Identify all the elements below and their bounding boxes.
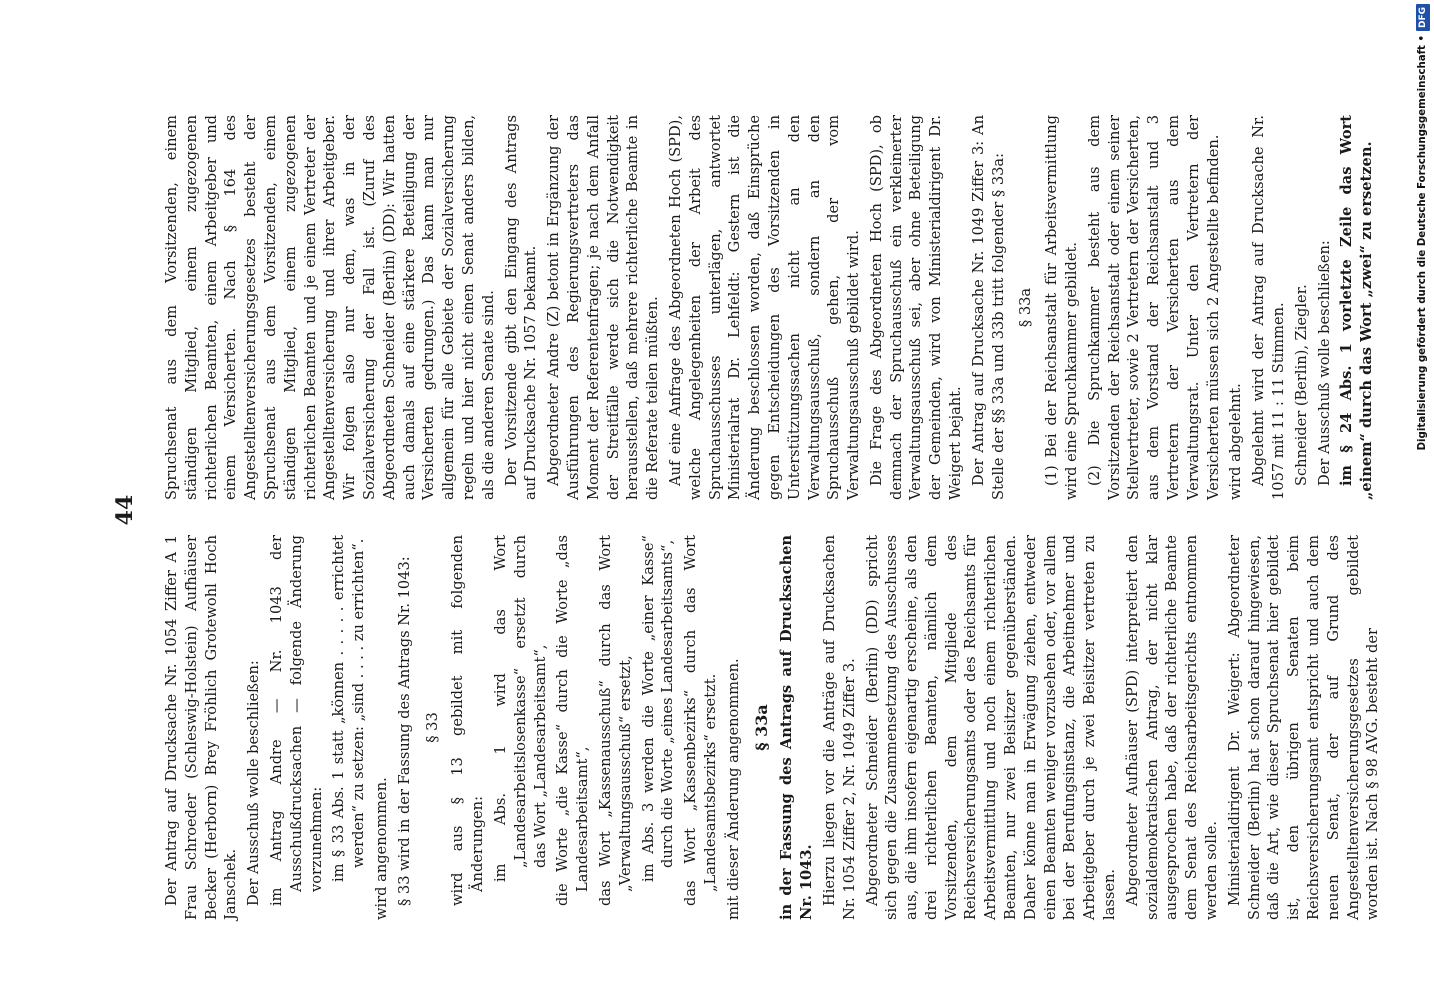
paragraph: wird abgelehnt. (1227, 383, 1245, 500)
paragraph: (2) Die Spruchkammer besteht aus dem Vorsitzenden der Reichsanstalt oder einem seiner Stellvertreter, sowie 2 Vertretern der Versicherten, aus dem Vorstand der Reichsanstalt und 3 Vertretern der Versicherten aus dem Verwaltungsrat. Unter den Vertretern der Versicherten müssen sich 2 Angestellte befinden. (1085, 115, 1222, 500)
paragraph: Abgeordneter Aufhäuser (SPD) interpretiert den sozialdemokratischen Antrag, der nicht klar ausgesprochen habe, daß der richterliche Beamte dem Senat des Reichsarbeitsgerichts entnommen werden solle. (1123, 535, 1221, 920)
paragraph: mit dieser Änderung angenommen. (724, 658, 742, 920)
right-text-column (162, 115, 1380, 500)
paragraph: § 33 wird in der Fassung des Antrags Nr. 1043: (395, 556, 413, 906)
paragraph: in der Fassung des Antrags auf Drucksachen Nr. 1043. (778, 535, 816, 920)
page-number: 44 (112, 494, 138, 526)
paragraph: im § 33 Abs. 1 statt „können . . . . . errichtet werden“ zu setzen: „sind . . . . zu errichten“. (330, 535, 368, 882)
paragraph: Abgeordneter Schneider (Berlin) (DD) spricht sich gegen die Zusammensetzung des Ausschusses aus, die ihm insofern eigenartig erscheine, als den drei richterlichen Beamten, nämlich dem Vorsitzenden, dem Mitgliede des Reichsversicherungsamts oder des Reichsamts für Arbeitsvermittlung und noch einem richterlichen Beamten, nur zwei Beisitzer gegenüberständen. Daher könne man in Erwägung ziehen, entweder einen Beamten weniger vorzusehen oder, vor allem bei der Berufungsinstanz, die Arbeitnehmer und Arbeitgeber durch je zwei Beisitzer vertreten zu lassen. (863, 535, 1119, 920)
paragraph: § 33a (751, 704, 771, 751)
left-text-column (162, 535, 1386, 920)
paragraph: das Wort „Kassenbezirks“ durch das Wort „Landesamtsbezirks“ ersetzt. (682, 535, 719, 906)
paragraph: Der Antrag auf Drucksache Nr. 1049 Ziffer 3: An Stelle der §§ 33a und 33b tritt folgender § 33a: (969, 115, 1007, 500)
paragraph: das Wort „Kassenausschuß“ durch das Wort „Verwaltungsausschuß“ ersetzt, (596, 535, 634, 906)
paragraph: Die Frage des Abgeordneten Hoch (SPD), ob demnach der Spruchausschuß ein verkleinerter Verwaltungsausschuß sei, aber ohne Beteiligung der Gemeinden, wird von Ministerialdirigent Dr. Weigert bejaht. (867, 115, 965, 500)
paragraph: Der Antrag auf Drucksache Nr. 1054 Ziffer A 1 Frau Schroeder (Schleswig-Holstein) Aufhäuser Becker (Herborn) Brey Fröhlich Grotewohl Hoch Janschek. (163, 535, 240, 920)
paragraph: die Worte „die Kasse“ durch die Worte „das Landesarbeitsamt“, (554, 535, 592, 906)
paragraph: Ministerialdirigent Dr. Weigert: Abgeordneter Schneider (Berlin) hat schon darauf hingewiesen, daß die Art, wie dieser Spruchsenat hier gebildet ist, den übrigen Senaten beim Reichsversicherungsamt entspricht und auch dem neuen Senat, der auf Grund des Angestelltenversicherungsgesetzes gebildet worden ist. Nach § 98 AVG. besteht der (1225, 535, 1382, 920)
paragraph: Abgelehnt wird der Antrag auf Drucksache Nr. 1057 mit 11 : 11 Stimmen. (1250, 115, 1288, 500)
credit-text: Digitalisierung gefördert durch die Deutsche Forschungsgemeinschaft • (1417, 35, 1428, 451)
paragraph: im Abs. 1 wird das Wort „Landesarbeitslosenkasse“ ersetzt durch das Wort „Landesarbeitsamt“, (491, 535, 549, 882)
paragraph: Der Ausschuß wolle beschließen: (245, 660, 263, 906)
paragraph: § 33a (1017, 287, 1035, 328)
paragraph: im § 24 Abs. 1 vorletzte Zeile das Wort „einem“ durch das Wort „zwei“ zu ersetzen. (1338, 115, 1376, 500)
digitization-credit-strip (1415, 4, 1431, 996)
paragraph: wird angenommen. (372, 777, 390, 920)
document-page (90, 90, 1410, 930)
dfg-logo: DFG (1416, 4, 1430, 31)
paragraph: Schneider (Berlin), Ziegler. (1292, 284, 1310, 486)
paragraph: Spruchsenat aus dem Vorsitzenden, einem ständigen Mitglied, einem zugezogenen richterlichen Beamten, einem Arbeitgeber und einem Versicherten. Nach § 164 des Angestelltenversicherungsgesetzes besteht der Spruchsenat aus dem Vorsitzenden, einem ständigen Mitglied, einem zugezogenen richterlichen Beamten und je einem Vertreter der Angestelltenversicherung und ihrer Arbeitgeber. Wir folgen also nur dem, was in der Sozialversicherung der Fall ist. (Zuruf des Abgeordneten Schneider (Berlin) (DD): Wir hatten auch damals auf eine stärkere Beteiligung der Versicherten gedrungen.) Das kann man nur allgemein für alle Gebiete der Sozialversicherung regeln und hier nicht einen Senat anders bilden, als die anderen Senate sind. (163, 115, 497, 500)
paragraph: § 33 (423, 712, 441, 743)
credit-line (1415, 4, 1431, 996)
paragraph: wird aus § 13 gebildet mit folgenden Änderungen: (449, 535, 487, 906)
paragraph: im Abs. 3 werden die Worte „einer Kasse“ durch die Worte „eines Landesarbeitsamts“, (639, 535, 677, 882)
paragraph: Hierzu liegen vor die Anträge auf Drucksachen Nr. 1054 Ziffer 2, Nr. 1049 Ziffer 3. (820, 535, 858, 920)
paragraph: Abgeordneter Andre (Z) betont in Ergänzung der Ausführungen des Regierungsvertreters das Moment der Referentenfragen; je nach dem Anfall der Streitfälle werde sich die Notwendigkeit herausstellen, daß mehrere richterliche Beamte in die Referate teilen müßten. (545, 115, 662, 500)
paragraph: Auf eine Anfrage des Abgeordneten Hoch (SPD), welche Angelegenheiten der Arbeit des Spruchausschusses unterlägen, antwortet Ministerialrat Dr. Lehfeldt: Gestern ist die Änderung beschlossen worden, daß Einsprüche gegen Entscheidungen des Vorsitzenden in Unterstützungssachen nicht an den Verwaltungsausschuß, sondern an den Spruchausschuß gehen, der vom Verwaltungsausschuß gebildet wird. (666, 115, 863, 500)
paragraph: (1) Bei der Reichsanstalt für Arbeitsvermittlung wird eine Spruchkammer gebildet. (1043, 115, 1081, 500)
paragraph: im Antrag Andre — Nr. 1043 der Ausschußdrucksachen — folgende Änderung vorzunehmen: (267, 535, 325, 906)
paragraph: Der Vorsitzende gibt den Eingang des Antrags auf Drucksache Nr. 1057 bekannt. (502, 115, 540, 500)
paragraph: Der Ausschuß wolle beschließen: (1315, 240, 1333, 486)
